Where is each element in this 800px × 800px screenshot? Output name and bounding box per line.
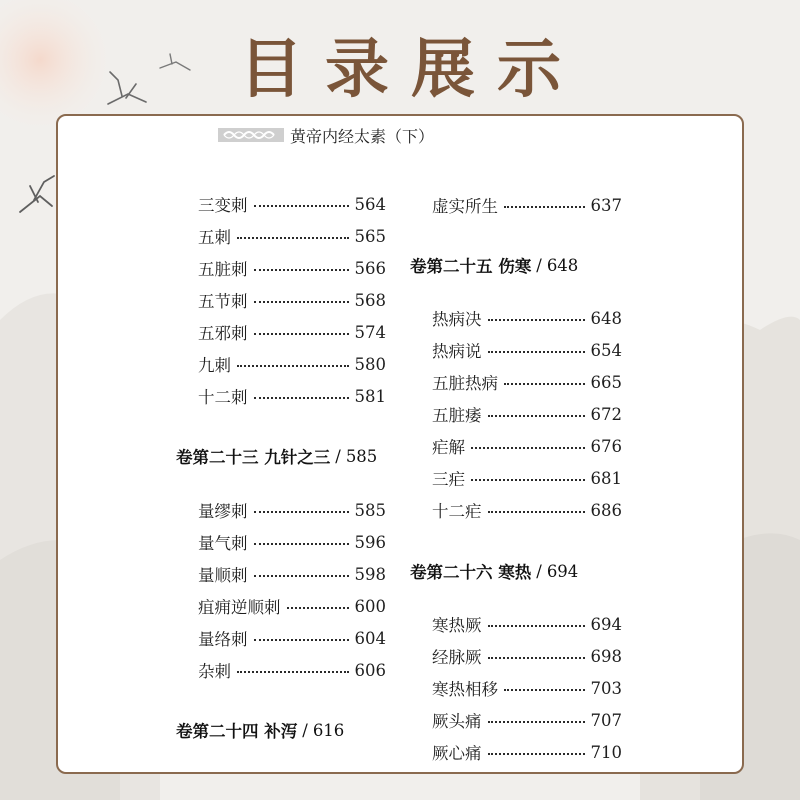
dot-leader [237,237,349,239]
toc-entry[interactable] [198,658,386,682]
entry-name: 量气刺 [198,534,248,553]
entry-page: 596 [354,532,386,552]
toc-entry[interactable] [432,612,622,636]
section-title: 卷第二十六 寒热 [410,563,532,582]
entry-name: 热病说 [432,342,482,361]
toc-entry[interactable] [198,352,386,376]
toc-entry[interactable] [432,740,622,764]
section-title: 卷第二十五 伤寒 [410,257,532,276]
entry-name: 五节刺 [198,292,248,311]
toc-entry[interactable] [198,562,386,586]
entry-page: 564 [354,194,386,214]
entry-name: 十二刺 [198,388,248,407]
entry-page: 585 [354,500,386,520]
book-header [218,122,434,148]
entry-name: 疟解 [432,438,465,457]
dot-leader [488,415,585,417]
toc-entry[interactable] [198,626,386,650]
entry-name: 寒热相移 [432,680,498,699]
entry-name: 五刺 [198,228,231,247]
entry-name: 量络刺 [198,630,248,649]
entry-page: 581 [354,386,386,406]
toc-entry[interactable] [198,594,386,618]
dot-leader [254,543,349,545]
entry-page: 672 [590,404,622,424]
entry-name: 量缪刺 [198,502,248,521]
toc-entry[interactable] [432,434,622,458]
entry-page: 565 [354,226,386,246]
entry-page: 604 [354,628,386,648]
toc-entry[interactable] [198,498,386,522]
toc-entry[interactable] [432,402,622,426]
dot-leader [237,671,349,673]
toc-entry[interactable] [432,498,622,522]
entry-name: 五脏热病 [432,374,498,393]
entry-name: 寒热厥 [432,616,482,635]
dot-leader [504,383,585,385]
dot-leader [287,607,349,609]
entry-name: 杂刺 [198,662,231,681]
dot-leader [254,205,349,207]
entry-page: 648 [590,308,622,328]
dot-leader [488,625,585,627]
toc-entry[interactable] [432,193,622,217]
entry-page: 574 [354,322,386,342]
toc-entry[interactable] [198,192,386,216]
entry-name: 十二疟 [432,502,482,521]
toc-entry[interactable] [198,530,386,554]
entry-page: 665 [590,372,622,392]
toc-entry[interactable] [198,384,386,408]
toc-entry[interactable] [198,320,386,344]
entry-name: 虚实所生 [432,197,498,216]
dot-leader [237,365,349,367]
section-page: 616 [312,720,345,740]
section-heading[interactable] [176,443,377,469]
entry-page: 686 [590,500,622,520]
toc-entry[interactable] [432,644,622,668]
entry-name: 五脏刺 [198,260,248,279]
toc-entry[interactable] [432,338,622,362]
dot-leader [471,479,585,481]
dot-leader [504,689,585,691]
entry-page: 598 [354,564,386,584]
entry-name: 热病决 [432,310,482,329]
dot-leader [254,575,349,577]
toc-card [56,114,744,774]
dot-leader [254,269,349,271]
entry-page: 566 [354,258,386,278]
section-separator: / [335,446,341,466]
dot-leader [488,351,585,353]
entry-name: 五邪刺 [198,324,248,343]
entry-name: 厥头痛 [432,712,482,731]
entry-name: 疽痈逆顺刺 [198,598,281,617]
dot-leader [504,206,585,208]
entry-page: 681 [590,468,622,488]
dot-leader [488,721,585,723]
crane-icon [20,176,54,212]
section-title: 卷第二十三 九针之三 [176,448,331,467]
entry-page: 694 [590,614,622,634]
section-separator: / [536,255,542,275]
dot-leader [254,397,349,399]
entry-page: 580 [354,354,386,374]
entry-name: 厥心痛 [432,744,482,763]
entry-page: 600 [354,596,386,616]
toc-entry[interactable] [198,224,386,248]
book-title: 黄帝内经太素（下） [290,126,435,146]
section-separator: / [536,561,542,581]
toc-entry[interactable] [198,288,386,312]
toc-entry[interactable] [432,306,622,330]
entry-page: 654 [590,340,622,360]
dot-leader [254,639,349,641]
section-page: 694 [546,561,579,581]
entry-page: 676 [590,436,622,456]
section-heading[interactable] [410,558,578,584]
entry-name: 九刺 [198,356,231,375]
section-heading[interactable] [410,252,578,278]
entry-name: 五脏痿 [432,406,482,425]
dot-leader [488,511,585,513]
dot-leader [488,753,585,755]
section-page: 648 [546,255,579,275]
section-heading[interactable] [176,717,344,743]
ornament-icon [218,126,284,144]
entry-page: 568 [354,290,386,310]
entry-name: 量顺刺 [198,566,248,585]
toc-entry[interactable] [432,370,622,394]
dot-leader [471,447,585,449]
page-title: 目录展示 [239,33,583,107]
section-title: 卷第二十四 补泻 [176,722,298,741]
entry-page: 606 [354,660,386,680]
toc-entry[interactable] [198,256,386,280]
section-page: 585 [345,446,378,466]
dot-leader [488,319,585,321]
entry-page: 698 [590,646,622,666]
dot-leader [488,657,585,659]
entry-page: 637 [590,195,622,215]
toc-entry[interactable] [432,466,622,490]
entry-name: 三变刺 [198,196,248,215]
toc-entry[interactable] [432,676,622,700]
dot-leader [254,511,349,513]
dot-leader [254,333,349,335]
entry-name: 经脉厥 [432,648,482,667]
entry-page: 710 [590,742,622,762]
entry-page: 707 [590,710,622,730]
section-separator: / [302,720,308,740]
toc-entry[interactable] [432,708,622,732]
dot-leader [254,301,349,303]
entry-name: 三疟 [432,470,465,489]
entry-page: 703 [590,678,622,698]
